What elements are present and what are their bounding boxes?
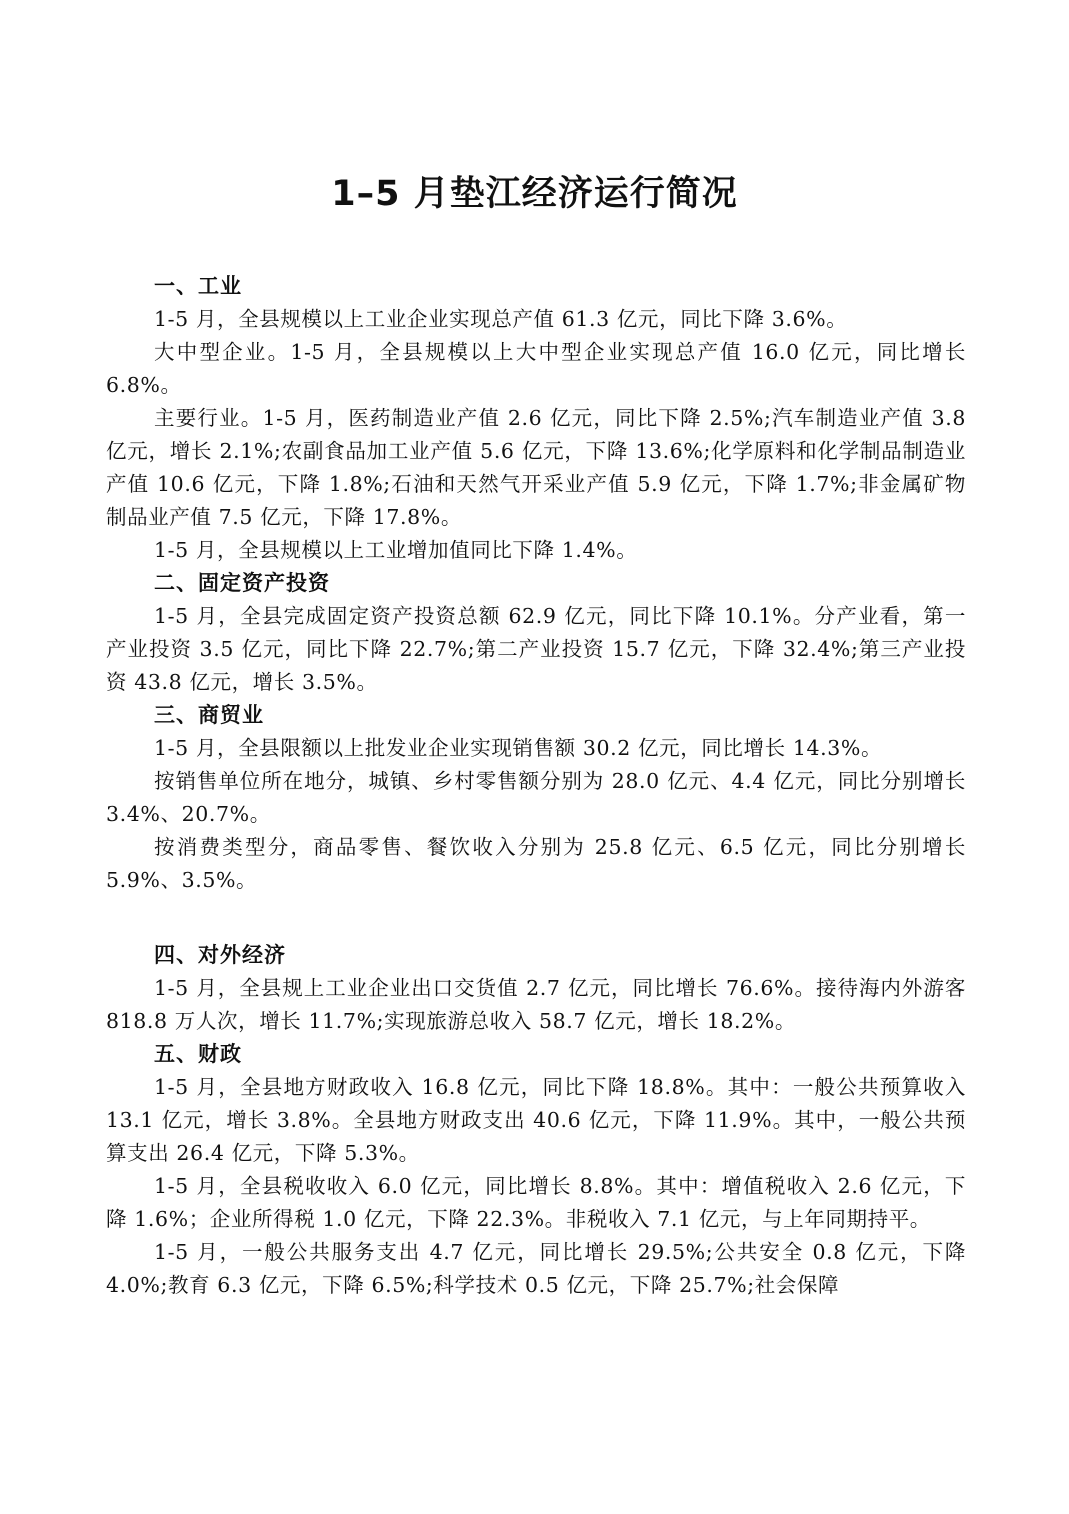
section-heading-external: 四、对外经济 bbox=[154, 943, 286, 967]
paragraph-commerce-location: 按销售单位所在地分，城镇、乡村零售额分别为 28.0 亿元、4.4 亿元，同比分别增长 3.4%、20.7%。 bbox=[106, 769, 966, 826]
section-heading-investment: 二、固定资产投资 bbox=[154, 571, 330, 595]
section-heading-finance: 五、财政 bbox=[154, 1042, 242, 1066]
paragraph-finance-expenditure: 1-5 月，一般公共服务支出 4.7 亿元，同比增长 29.5%;公共安全 0.8 亿元，下降 4.0%;教育 6.3 亿元，下降 6.5%;科学技术 0.5 亿元，下降 25.7%;社会保障 bbox=[106, 1240, 966, 1297]
paragraph-commerce-consumption: 按消费类型分，商品零售、餐饮收入分别为 25.8 亿元、6.5 亿元，同比分别增长 5.9%、3.5%。 bbox=[106, 835, 966, 892]
paragraph-industry-value-added: 1-5 月，全县规模以上工业增加值同比下降 1.4%。 bbox=[154, 538, 638, 562]
document-title: 1–5 月垫江经济运行简况 bbox=[331, 174, 738, 214]
section-heading-industry: 一、工业 bbox=[154, 274, 242, 298]
paragraph-investment: 1-5 月，全县完成固定资产投资总额 62.9 亿元，同比下降 10.1%。分产业看，第一产业投资 3.5 亿元，同比下降 22.7%;第二产业投资 15.7 亿元，下降 32.4%;第三产业投资 43.8 亿元，增长 3.5%。 bbox=[106, 604, 966, 694]
paragraph-finance-tax: 1-5 月，全县税收收入 6.0 亿元，同比增长 8.8%。其中：增值税收入 2.6 亿元，下降 1.6%；企业所得税 1.0 亿元，下降 22.3%。非税收入 7.1 亿元，与上年同期持平。 bbox=[106, 1174, 966, 1231]
section-spacer bbox=[106, 897, 966, 939]
paragraph-industry-large-medium: 大中型企业。1-5 月，全县规模以上大中型企业实现总产值 16.0 亿元，同比增长 6.8%。 bbox=[106, 340, 966, 397]
paragraph-industry-total: 1-5 月，全县规模以上工业企业实现总产值 61.3 亿元，同比下降 3.6%。 bbox=[154, 307, 848, 331]
paragraph-commerce-wholesale: 1-5 月，全县限额以上批发业企业实现销售额 30.2 亿元，同比增长 14.3%。 bbox=[154, 736, 883, 760]
paragraph-finance-revenue: 1-5 月，全县地方财政收入 16.8 亿元，同比下降 18.8%。其中：一般公共预算收入 13.1 亿元，增长 3.8%。全县地方财政支出 40.6 亿元，下降 11.9%。其中，一般公共预算支出 26.4 亿元，下降 5.3%。 bbox=[106, 1075, 966, 1165]
paragraph-external: 1-5 月，全县规上工业企业出口交货值 2.7 亿元，同比增长 76.6%。接待海内外游客 818.8 万人次，增长 11.7%;实现旅游总收入 58.7 亿元，增长 18.2%。 bbox=[106, 976, 966, 1033]
document-body bbox=[106, 270, 966, 1302]
paragraph-industry-main-sectors: 主要行业。1-5 月，医药制造业产值 2.6 亿元，同比下降 2.5%;汽车制造业产值 3.8 亿元，增长 2.1%;农副食品加工业产值 5.6 亿元，下降 13.6%;化学原料和化学制品制造业产值 10.6 亿元，下降 1.8%;石油和天然气开采业产值 5.9 亿元，下降 1.7%;非金属矿物制品业产值 7.5 亿元，下降 17.8%。 bbox=[106, 406, 966, 529]
section-heading-commerce: 三、商贸业 bbox=[154, 703, 264, 727]
